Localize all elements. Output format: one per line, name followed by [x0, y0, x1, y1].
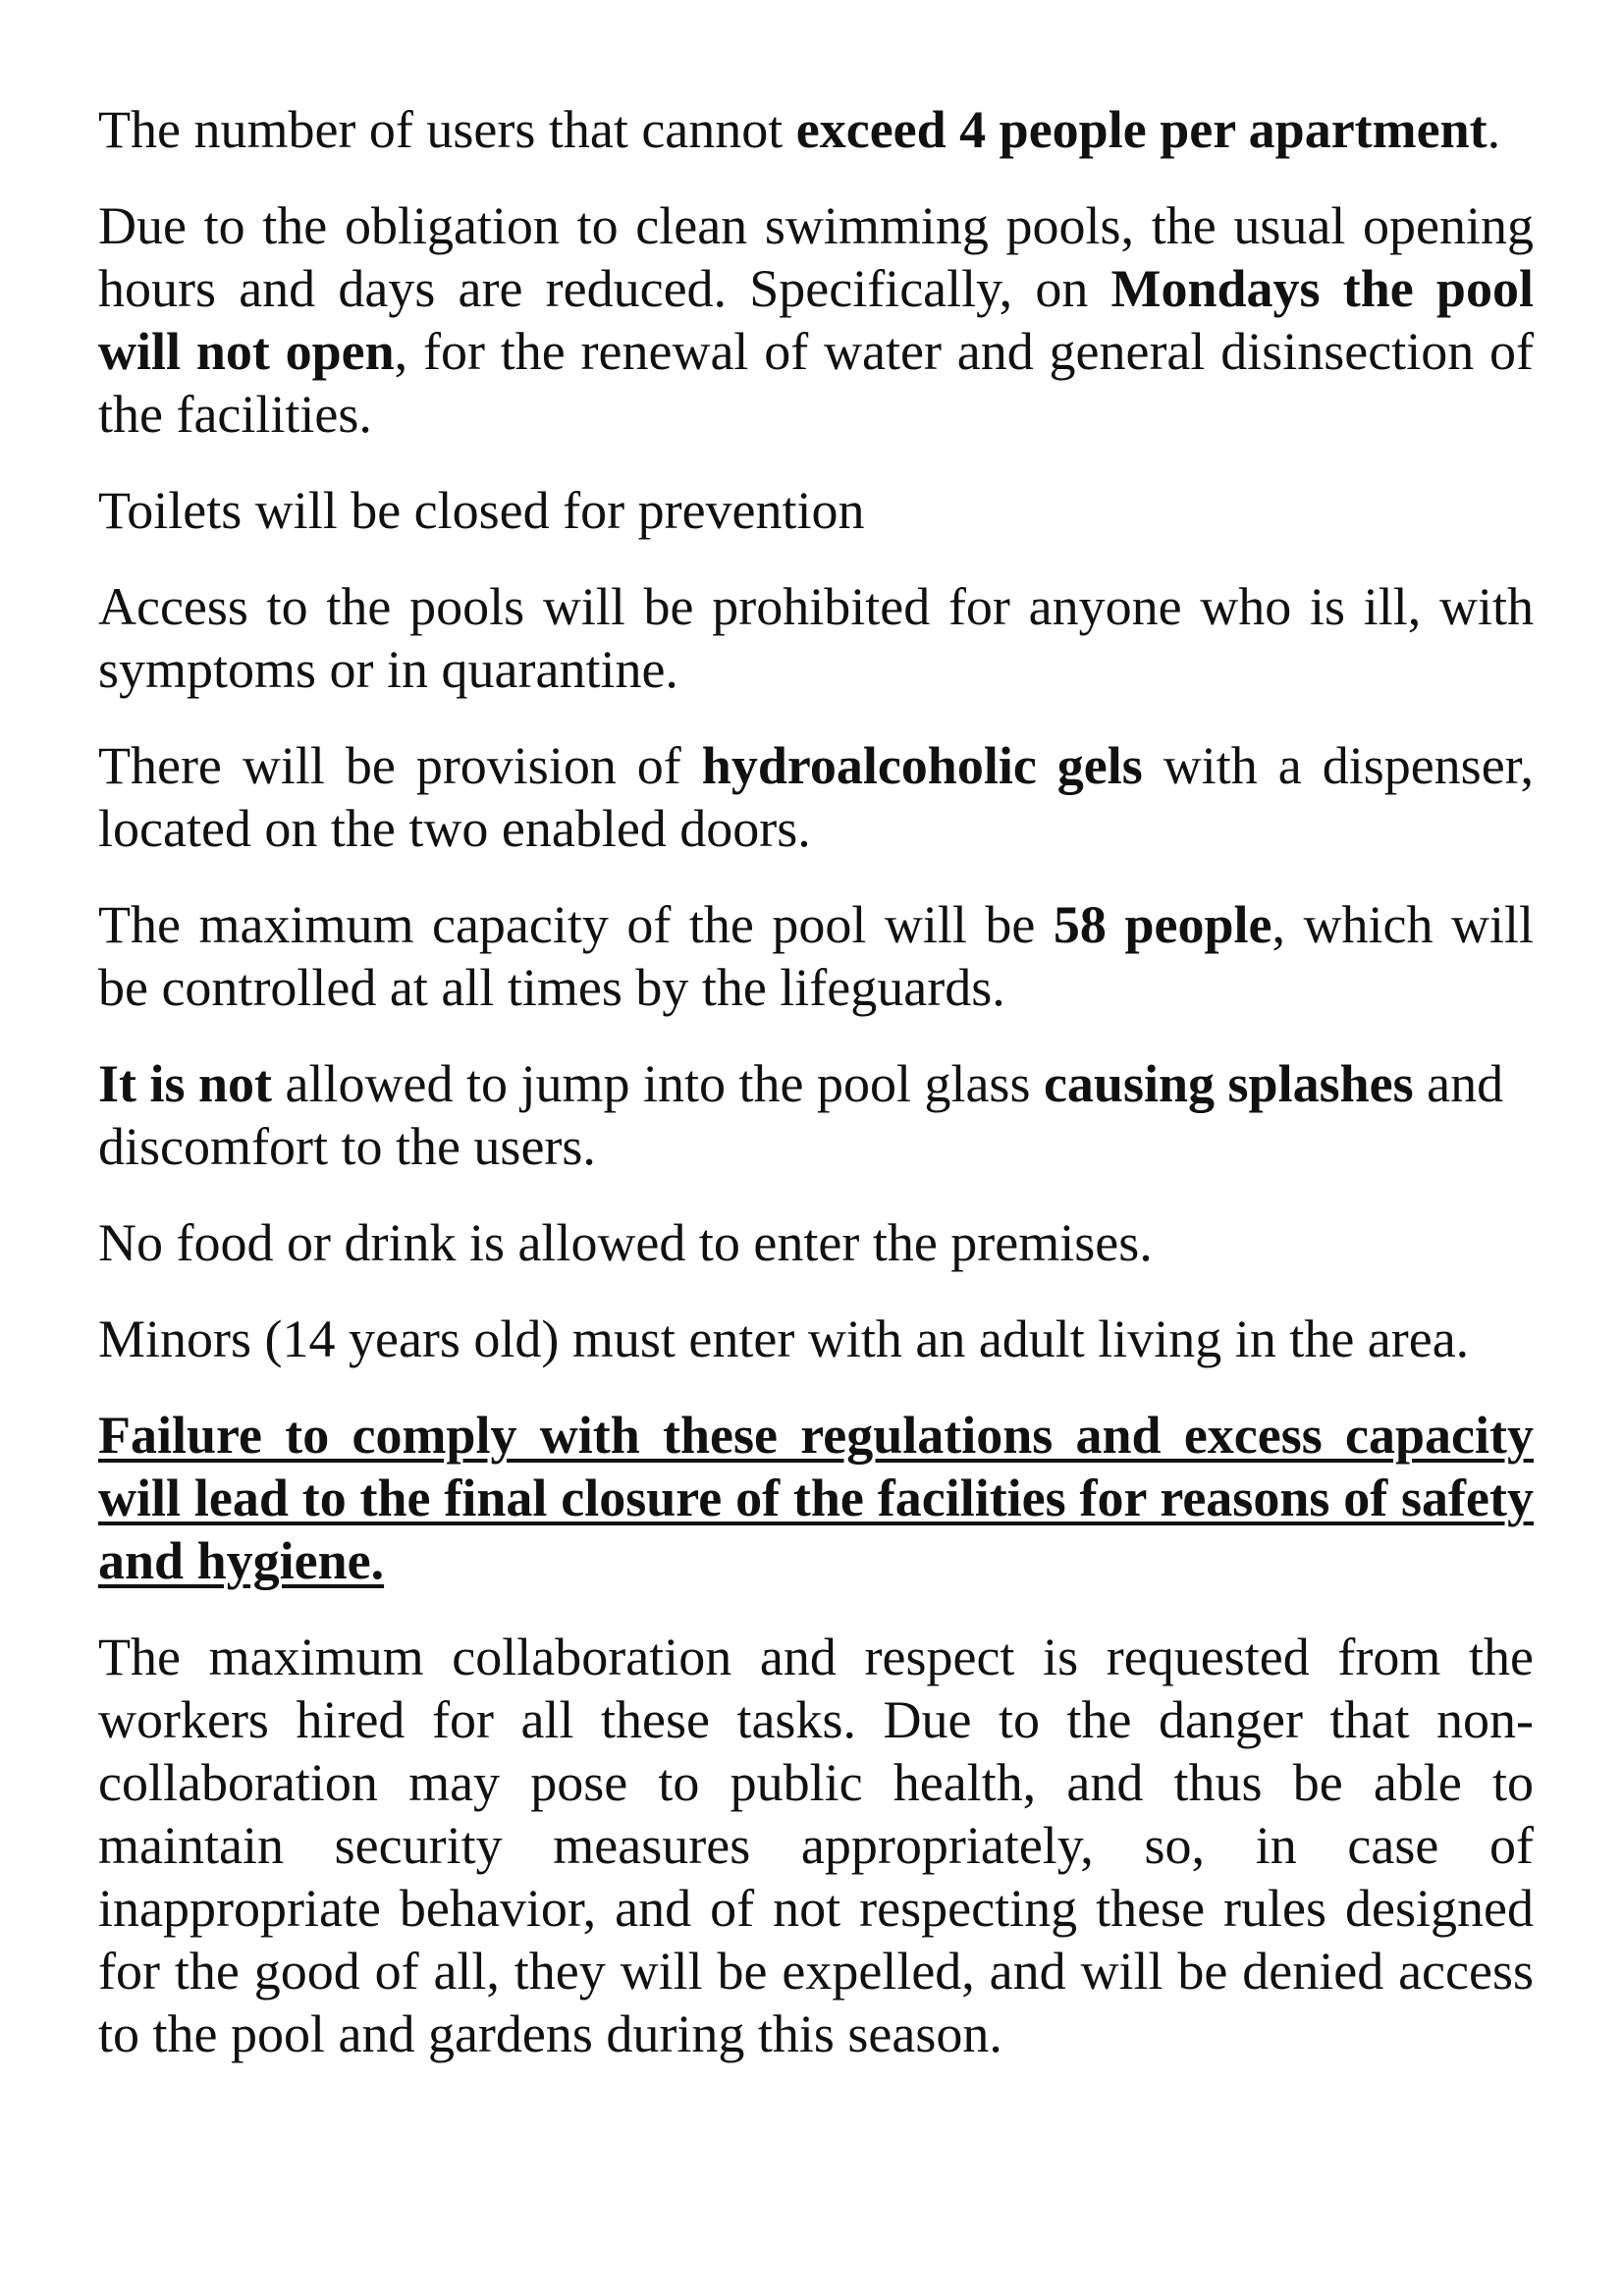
warning-paragraph: Failure to comply with these regulations and excess capacity will lead to the final closure of the facilities for reasons of safety and hygiene. [98, 1406, 1534, 1590]
text-segment: There will be provision of [98, 736, 702, 795]
text-segment: allowed to jump into the pool glass [272, 1054, 1044, 1113]
document-page [98, 98, 1534, 2099]
text-segment: . [1487, 100, 1501, 159]
text-segment-bold: exceed 4 people per apartment [795, 100, 1488, 159]
rule-paragraph-users [98, 98, 1534, 161]
text-segment-bold: causing splashes [1043, 1054, 1414, 1113]
rule-paragraph-access [98, 575, 1534, 701]
text-segment: Minors (14 years old) must enter with an adult living in the area. [98, 1309, 1470, 1368]
text-segment: The number of users that cannot [98, 100, 796, 159]
text-segment-bold: It is not [98, 1054, 273, 1113]
text-segment-bold: 58 people [1053, 895, 1272, 954]
text-segment: Due to the obligation to clean swimming pools, the usual opening hours and days are reduced. Specifically, on [98, 196, 1534, 318]
text-segment: The maximum capacity of the pool will be [98, 895, 1054, 954]
text-segment: , for the renewal of water and general disinsection of the facilities. [98, 322, 1534, 444]
closing-paragraph: The maximum collaboration and respect is requested from the workers hired for all these tasks. Due to the danger that non-collaboration may pose to public health, and thus be able to maintain security measures appropriately, so, in case of inappropriate behavior, and of not respecting these rules designed for the good of all, they will be expelled, and will be denied access to the pool and gardens during this season. [98, 1628, 1534, 2063]
rule-paragraph-food [98, 1211, 1534, 1274]
text-segment: , which will be controlled at all times by the lifeguards. [98, 895, 1534, 1017]
rule-paragraph-gels [98, 734, 1534, 860]
text-segment-bold: Mondays the pool will not open [98, 259, 1534, 381]
text-segment: with a dispenser, located on the two enabled doors. [98, 736, 1534, 858]
text-segment: Access to the pools will be prohibited for anyone who is ill, with symptoms or in quarantine. [98, 577, 1534, 699]
text-segment-bold: hydroalcoholic gels [701, 736, 1143, 795]
text-segment: and discomfort to the users. [98, 1054, 1504, 1176]
rule-paragraph-capacity [98, 893, 1534, 1019]
rule-paragraph-jumping [98, 1052, 1534, 1178]
text-segment: Toilets will be closed for prevention [98, 481, 865, 540]
rule-paragraph-toilets [98, 479, 1534, 542]
text-segment: No food or drink is allowed to enter the premises. [98, 1213, 1153, 1272]
rule-paragraph-opening-hours [98, 194, 1534, 446]
rule-paragraph-minors [98, 1308, 1534, 1370]
